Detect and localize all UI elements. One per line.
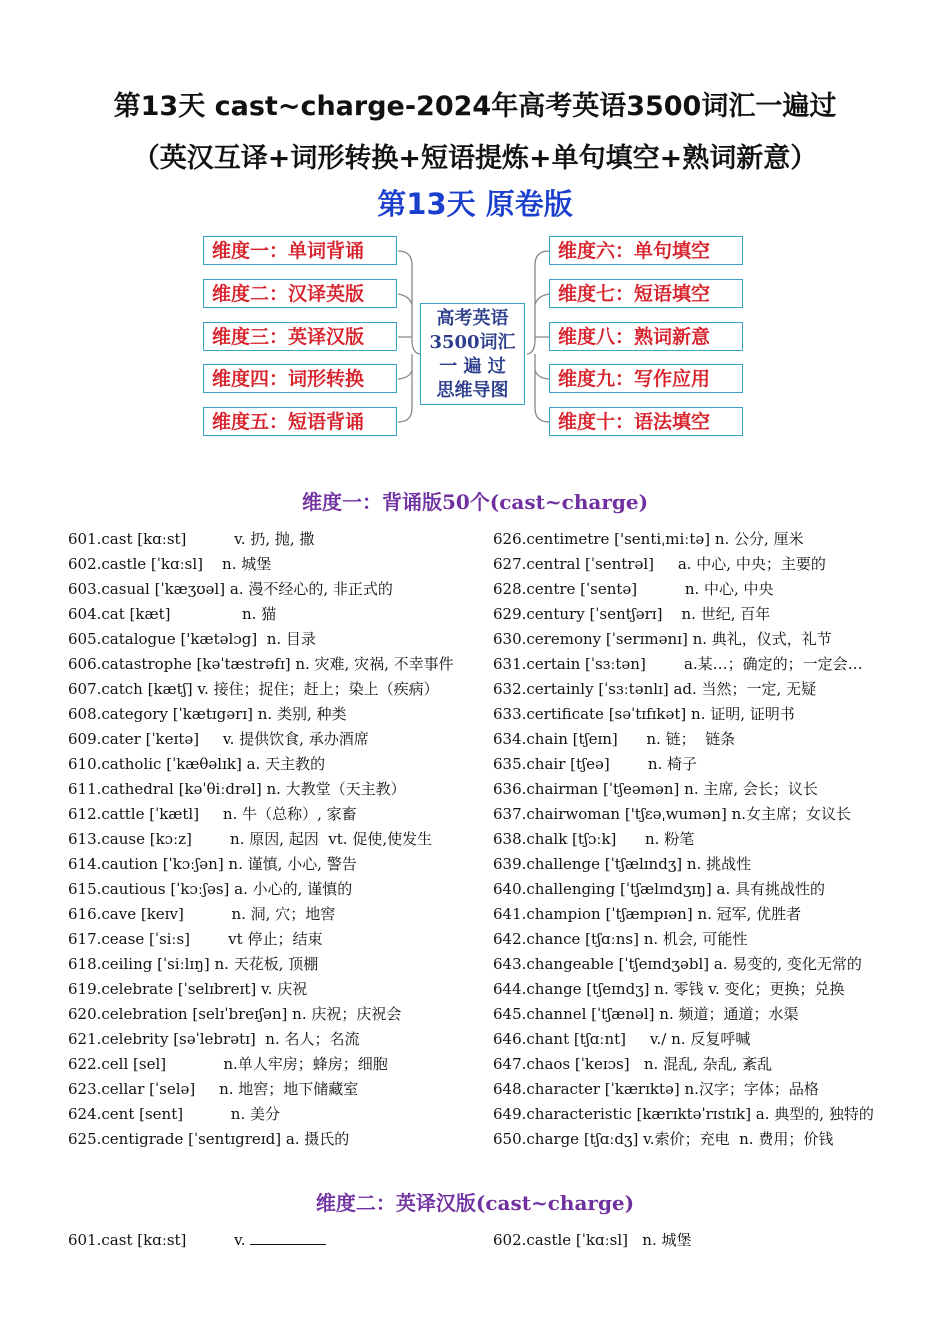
mindmap-dimension-6: 维度六：单句填空	[549, 236, 743, 265]
vocab-entry: 614.caution [ˈkɔːʃən] n. 谨慎, 小心, 警告	[68, 855, 357, 873]
vocab-entry: 640.challenging [ˈtʃælɪndʒɪŋ] a. 具有挑战性的	[493, 880, 826, 898]
vocab-entry: 602.castle [ˈkɑːsl] n. 城堡	[68, 555, 272, 573]
item-text: 602.castle [ˈkɑːsl] n. 城堡	[493, 1231, 692, 1249]
mindmap-center-line: 高考英语	[436, 308, 509, 329]
vocab-entry: 632.certainly [ˈsɜːtənlɪ] ad. 当然；一定, 无疑	[493, 680, 817, 698]
vocab-entry: 627.central [ˈsentrəl] a. 中心, 中央；主要的	[493, 555, 826, 573]
vocab-entry: 633.certificate [səˈtɪfɪkət] n. 证明, 证明书	[493, 705, 795, 723]
vocab-entry: 649.characteristic [kærɪktəˈrɪstɪk] a. 典型的, 独特的	[493, 1105, 874, 1123]
vocab-entry: 608.category [ˈkætɪgərɪ] n. 类别, 种类	[68, 705, 347, 723]
mindmap-dimension-5: 维度五：短语背诵	[203, 407, 397, 436]
section2-left-item	[68, 1228, 468, 1253]
vocab-entry: 618.ceiling [ˈsiːlɪŋ] n. 天花板, 顶棚	[68, 955, 319, 973]
vocab-entry: 623.cellar [ˈselə] n. 地窖；地下储藏室	[68, 1080, 359, 1098]
vocab-entry: 620.celebration [selɪˈbreɪʃən] n. 庆祝；庆祝会	[68, 1005, 402, 1023]
vocab-entry: 647.chaos [ˈkeɪɔs] n. 混乱, 杂乱, 紊乱	[493, 1055, 773, 1073]
mindmap-dimension-10: 维度十：语法填空	[549, 407, 743, 436]
vocab-entry: 603.casual [ˈkæʒʊəl] a. 漫不经心的, 非正式的	[68, 580, 393, 598]
vocab-entry: 648.character [ˈkærɪktə] n.汉字；字体；品格	[493, 1080, 819, 1098]
vocab-entry: 607.catch [kætʃ] v. 接住；捉住；赶上；染上（疾病）	[68, 680, 439, 698]
vocab-entry: 637.chairwoman ['tʃɛəˌwumən] n.女主席；女议长	[493, 805, 851, 823]
mindmap-dimension-2: 维度二：汉译英版	[203, 279, 397, 308]
vocab-entry: 619.celebrate [ˈselɪbreɪt] v. 庆祝	[68, 980, 308, 998]
mindmap-center-line: 一 遍 过	[439, 356, 506, 377]
vocab-entry: 639.challenge [ˈtʃælɪndʒ] n. 挑战性	[493, 855, 752, 873]
vocab-entry: 629.century [ˈsentʃərɪ] n. 世纪, 百年	[493, 605, 771, 623]
mindmap-center	[420, 303, 525, 405]
vocab-entry: 621.celebrity [səˈlebrətɪ] n. 名人；名流	[68, 1030, 360, 1048]
vocab-entry: 616.cave [keɪv] n. 洞, 穴；地窖	[68, 905, 336, 923]
vocab-entry: 613.cause [kɔːz] n. 原因, 起因 vt. 促使,使发生	[68, 830, 433, 848]
vocab-entry: 631.certain [ˈsɜːtən] a.某…；确定的；一定会…	[493, 655, 863, 673]
mindmap-center-line: 思维导图	[436, 380, 509, 401]
vocab-entry: 610.catholic [ˈkæθəlɪk] a. 天主教的	[68, 755, 326, 773]
mindmap-dimension-3: 维度三：英译汉版	[203, 322, 397, 351]
vocab-entry: 601.cast [kɑːst] v. 扔, 抛, 撒	[68, 530, 315, 548]
vocab-list-right	[493, 527, 893, 1152]
section2-title: 维度二：英译汉版(cast~charge)	[315, 1191, 635, 1215]
mindmap-dimension-4: 维度四：词形转换	[203, 364, 397, 393]
vocab-list-left	[68, 527, 468, 1152]
section1-title: 维度一：背诵版50个(cast~charge)	[301, 490, 649, 514]
vocab-entry: 625.centigrade [ˈsentɪgreɪd] a. 摄氏的	[68, 1130, 350, 1148]
vocab-entry: 628.centre [ˈsentə] n. 中心, 中央	[493, 580, 774, 598]
vocab-entry: 605.catalogue ['kætəlɔg] n. 目录	[68, 630, 316, 648]
vocab-entry: 617.cease [ˈsiːs] vt 停止；结束	[68, 930, 323, 948]
vocab-entry: 635.chair [tʃeə] n. 椅子	[493, 755, 698, 773]
vocab-entry: 634.chain [tʃeɪn] n. 链； 链条	[493, 730, 736, 748]
mindmap-dimension-7: 维度七：短语填空	[549, 279, 743, 308]
vocab-entry: 646.chant [tʃɑːnt] v./ n. 反复呼喊	[493, 1030, 751, 1048]
vocab-entry: 641.champion [ˈtʃæmpɪən] n. 冠军, 优胜者	[493, 905, 802, 923]
vocab-entry: 624.cent [sent] n. 美分	[68, 1105, 280, 1123]
page-title: 第13天 cast~charge-2024年高考英语3500词汇一遍过	[113, 91, 837, 122]
mindmap-dimension-9: 维度九：写作应用	[549, 364, 743, 393]
vocab-entry: 650.charge [tʃɑːdʒ] v.索价；充电 n. 费用；价钱	[493, 1130, 834, 1148]
vocab-entry: 642.chance [tʃɑːns] n. 机会, 可能性	[493, 930, 748, 948]
edition-subtitle: 第13天 原卷版	[377, 187, 573, 221]
section2-right-item	[493, 1228, 893, 1253]
vocab-entry: 638.chalk [tʃɔːk] n. 粉笔	[493, 830, 695, 848]
item-text: 601.cast [kɑːst] v.	[68, 1231, 251, 1249]
vocab-entry: 609.cater [ˈkeɪtə] v. 提供饮食, 承办酒席	[68, 730, 369, 748]
vocab-entry: 615.cautious [ˈkɔːʃəs] a. 小心的, 谨慎的	[68, 880, 353, 898]
vocab-entry: 645.channel [ˈtʃænəl] n. 频道；通道；水渠	[493, 1005, 799, 1023]
vocab-entry: 622.cell [sel] n.单人牢房；蜂房；细胞	[68, 1055, 388, 1073]
vocab-entry: 643.changeable [ˈtʃeɪndʒəbl] a. 易变的, 变化无常的	[493, 955, 862, 973]
answer-blank[interactable]	[250, 1230, 326, 1245]
vocab-entry: 644.change [tʃeɪndʒ] n. 零钱 v. 变化；更换；兑换	[493, 980, 845, 998]
page-subtitle-line: （英汉互译+词形转换+短语提炼+单句填空+熟词新意）	[132, 143, 818, 174]
vocab-entry: 636.chairman [ˈtʃeəmən] n. 主席, 会长；议长	[493, 780, 818, 798]
vocab-entry: 612.cattle [ˈkætl] n. 牛（总称）, 家畜	[68, 805, 357, 823]
vocab-entry: 626.centimetre ['sentiˌmiːtə] n. 公分, 厘米	[493, 530, 804, 548]
vocab-entry: 604.cat [kæt] n. 猫	[68, 605, 277, 623]
mindmap-dimension-1: 维度一：单词背诵	[203, 236, 397, 265]
vocab-entry: 606.catastrophe [kəˈtæstrəfɪ] n. 灾难, 灾祸, 不幸事件	[68, 655, 454, 673]
vocab-entry: 630.ceremony [ˈserɪmənɪ] n. 典礼，仪式，礼节	[493, 630, 832, 648]
vocab-entry: 611.cathedral [kəˈθiːdrəl] n. 大教堂（天主教）	[68, 780, 406, 798]
mindmap-dimension-8: 维度八：熟词新意	[549, 322, 743, 351]
mindmap-center-line: 3500词汇	[429, 332, 516, 353]
